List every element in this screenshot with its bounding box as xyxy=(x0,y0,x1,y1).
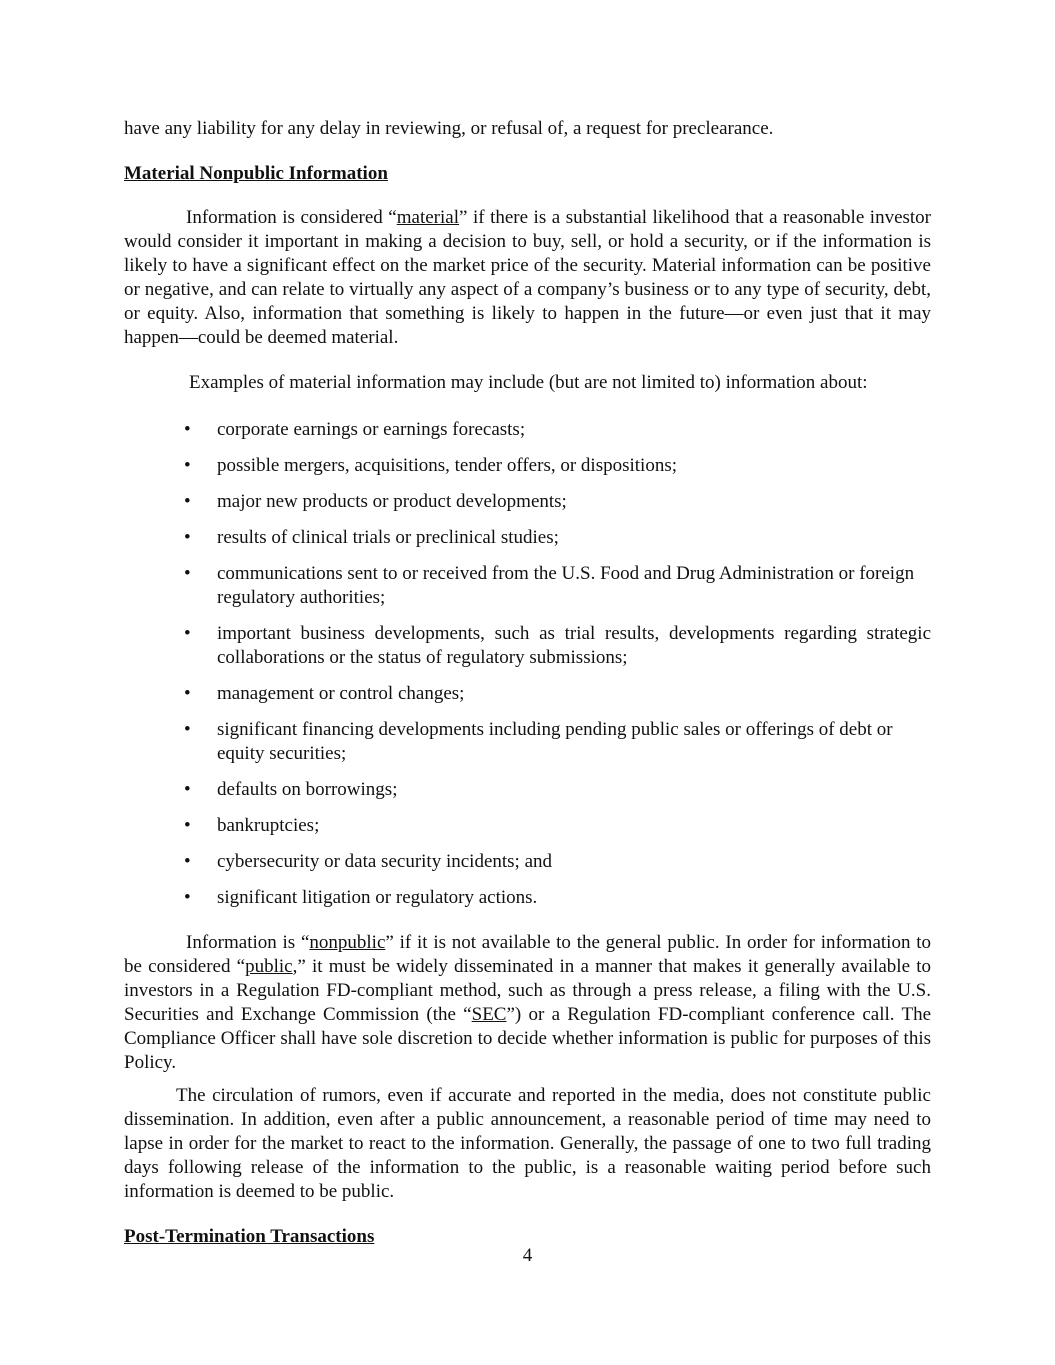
text-run: Information is considered “ xyxy=(186,207,397,228)
bullet-item: • bankruptcies; xyxy=(124,814,931,838)
examples-bullet-list xyxy=(124,418,931,910)
nonpublic-definition-paragraph xyxy=(124,931,931,1075)
bullet-item: • important business developments, such as trial results, developments regarding strategic collaborations or the status of regulatory submissions; xyxy=(124,622,931,670)
bullet-item: • defaults on borrowings; xyxy=(124,778,931,802)
defined-term-public: public xyxy=(245,956,293,977)
text-run: Information is “ xyxy=(186,932,310,953)
examples-intro: Examples of material information may include (but are not limited to) information about: xyxy=(189,372,868,393)
text-run: ” if there is a substantial likelihood that a reasonable investor would consider it important in making a decision to buy, sell, or hold a security, or if the information is likely to have a significant effect on the market price of the security. Material information can be positive or negative, and can relate to virtually any aspect of a company’s business or to any type of security, debt, or equity. Also, information that something is likely to happen in the future—or even just that it may happen—could be deemed material. xyxy=(124,207,932,348)
bullet-item: • possible mergers, acquisitions, tender offers, or dispositions; xyxy=(124,454,931,478)
document-page xyxy=(124,117,931,1249)
bullet-item: • corporate earnings or earnings forecasts; xyxy=(124,418,931,442)
bullet-item: • major new products or product developments; xyxy=(124,490,931,514)
text-run: ” if it is not available to the general public. In order for information to be considered “ xyxy=(124,932,931,977)
text-run: ,” it must be widely disseminated in a manner that makes it generally available to investors in a Regulation FD-compliant method, such as through a press release, a filing with the U.S. Securities and Exchange Commission (the “ xyxy=(124,956,932,1025)
rumors-paragraph: The circulation of rumors, even if accurate and reported in the media, does not constitute public dissemination. In addition, even after a public announcement, a reasonable period of time may need to lapse in order for the market to react to the information. Generally, the passage of one to two full trading days following release of the information to the public, is a reasonable waiting period before such information is deemed to be public. xyxy=(124,1085,931,1202)
bullet-item: • results of clinical trials or preclinical studies; xyxy=(124,526,931,550)
bullet-item: • significant litigation or regulatory actions. xyxy=(124,886,931,910)
bullet-item: • management or control changes; xyxy=(124,682,931,706)
text-run: ”) or a Regulation FD-compliant conference call. The Compliance Officer shall have sole discretion to decide whether information is public for purposes of this Policy. xyxy=(124,1004,931,1073)
section-heading-post-termination: Post-Termination Transactions xyxy=(124,1226,375,1247)
page-number: 4 xyxy=(522,1245,533,1266)
defined-term-material: material xyxy=(396,207,459,228)
defined-term-nonpublic: nonpublic xyxy=(309,932,386,953)
section-heading-material-nonpublic: Material Nonpublic Information xyxy=(124,163,388,184)
bullet-item: • significant financing developments including pending public sales or offerings of debt or equity securities; xyxy=(124,718,931,766)
continuation-text: have any liability for any delay in reviewing, or refusal of, a request for preclearance. xyxy=(124,118,774,139)
bullet-item: • communications sent to or received from the U.S. Food and Drug Administration or foreign regulatory authorities; xyxy=(124,562,931,610)
bullet-item: • cybersecurity or data security incidents; and xyxy=(124,850,931,874)
defined-term-sec: SEC xyxy=(471,1004,507,1025)
material-definition-paragraph xyxy=(124,206,931,350)
